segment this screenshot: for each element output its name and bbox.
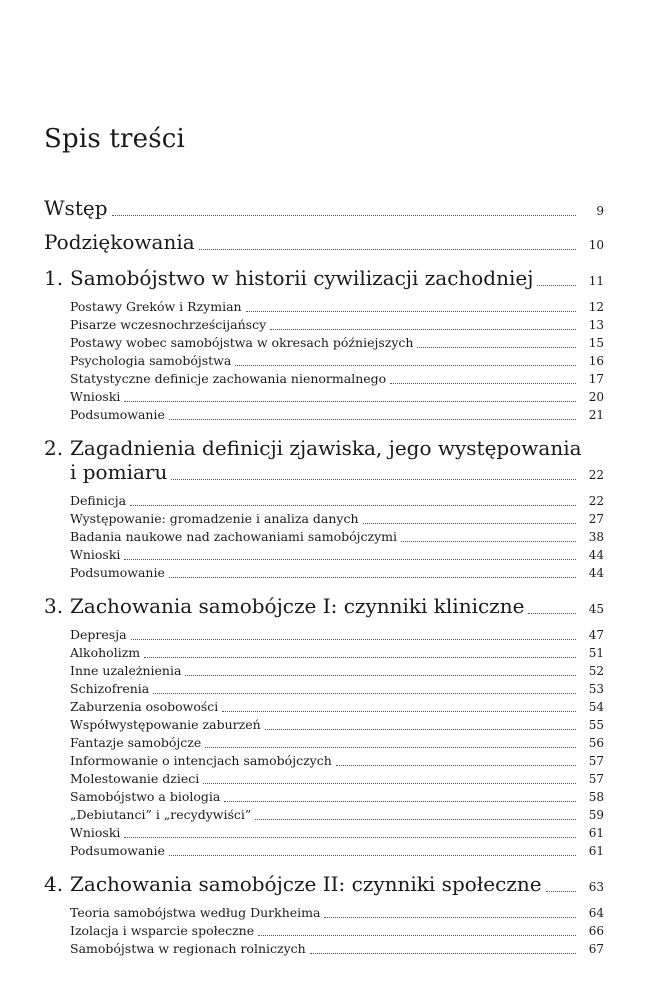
section-entry — [44, 716, 604, 734]
dot-leader — [224, 801, 576, 802]
page-number: 12 — [588, 300, 604, 314]
page-number: 66 — [588, 924, 604, 938]
dot-leader — [124, 837, 576, 838]
chapter-1-sections — [44, 298, 604, 424]
section-entry — [44, 922, 604, 940]
chapter-number: 1. — [44, 266, 64, 290]
dot-leader — [124, 401, 576, 402]
section-label: Postawy Greków i Rzymian — [70, 299, 242, 314]
dot-leader — [265, 729, 576, 730]
page-number: 27 — [588, 512, 604, 526]
dot-leader — [112, 215, 577, 216]
section-entry — [44, 334, 604, 352]
page-number: 21 — [588, 408, 604, 422]
page-number: 38 — [588, 530, 604, 544]
section-label: Wnioski — [70, 547, 121, 562]
section-entry — [44, 352, 604, 370]
section-entry — [44, 316, 604, 334]
section-label: Podsumowanie — [70, 407, 165, 422]
chapter-3-heading — [44, 594, 604, 618]
chapter-4-heading — [44, 872, 604, 896]
section-label: Schizofrenia — [70, 681, 150, 696]
page-number: 61 — [588, 844, 604, 858]
section-entry — [44, 734, 604, 752]
section-entry — [44, 388, 604, 406]
chapter-title: Zachowania samobójcze I: czynniki kliniczne — [70, 594, 525, 618]
dot-leader — [205, 747, 576, 748]
section-entry — [44, 370, 604, 388]
dot-leader — [171, 479, 576, 480]
dot-leader — [124, 559, 576, 560]
dot-leader — [169, 855, 576, 856]
page-number: 67 — [588, 942, 604, 956]
chapter-2-heading-cont — [44, 460, 604, 484]
chapter-title: Samobójstwo w historii cywilizacji zachodniej — [70, 266, 534, 290]
chapter-title-cont: i pomiaru — [70, 460, 168, 484]
page-number: 61 — [588, 826, 604, 840]
section-label: Współwystępowanie zaburzeń — [70, 717, 261, 732]
dot-leader — [203, 783, 576, 784]
page-number: 47 — [588, 628, 604, 642]
section-label: Postawy wobec samobójstwa w okresach późniejszych — [70, 335, 414, 350]
section-entry — [44, 680, 604, 698]
dot-leader — [222, 711, 576, 712]
chapter-number: 3. — [44, 594, 64, 618]
page-number: 44 — [588, 566, 604, 580]
dot-leader — [185, 675, 576, 676]
section-entry — [44, 752, 604, 770]
section-entry — [44, 698, 604, 716]
section-label: Fantazje samobójcze — [70, 735, 202, 750]
section-label: Samobójstwa w regionach rolniczych — [70, 941, 306, 956]
chapter-2-sections — [44, 492, 604, 582]
section-label: Wnioski — [70, 825, 121, 840]
section-label: Depresja — [70, 627, 127, 642]
section-label: Wnioski — [70, 389, 121, 404]
chapter-1-heading — [44, 266, 604, 290]
toc-entry-intro — [44, 196, 604, 220]
page-number: 20 — [588, 390, 604, 404]
section-entry — [44, 940, 604, 958]
section-label: Informowanie o intencjach samobójczych — [70, 753, 332, 768]
dot-leader — [336, 765, 576, 766]
dot-leader — [169, 419, 576, 420]
page-number: 64 — [588, 906, 604, 920]
section-label: Statystyczne definicje zachowania nienormalnego — [70, 371, 387, 386]
dot-leader — [144, 657, 576, 658]
chapter-2-heading — [44, 436, 604, 460]
toc-title: Spis treści — [44, 124, 186, 154]
section-label: Pisarze wczesnochrześcijańscy — [70, 317, 267, 332]
section-entry — [44, 824, 604, 842]
section-label: Alkoholizm — [70, 645, 141, 660]
section-label: Teoria samobójstwa według Durkheima — [70, 905, 321, 920]
dot-leader — [131, 639, 576, 640]
page-number: 15 — [588, 336, 604, 350]
page-number: 17 — [588, 372, 604, 386]
entry-label: Podziękowania — [44, 230, 195, 254]
dot-leader — [270, 329, 576, 330]
dot-leader — [130, 505, 576, 506]
section-label: Psychologia samobójstwa — [70, 353, 232, 368]
page-number: 55 — [588, 718, 604, 732]
page-number: 22 — [588, 468, 604, 482]
section-label: Badania naukowe nad zachowaniami samobójczymi — [70, 529, 398, 544]
section-label: Samobójstwo a biologia — [70, 789, 221, 804]
page-number: 57 — [588, 754, 604, 768]
dot-leader — [153, 693, 576, 694]
chapter-number: 2. — [44, 436, 64, 460]
dot-leader — [546, 891, 576, 892]
section-entry — [44, 510, 604, 528]
section-entry — [44, 626, 604, 644]
page-number: 13 — [588, 318, 604, 332]
section-entry — [44, 644, 604, 662]
section-entry — [44, 528, 604, 546]
page-number: 59 — [588, 808, 604, 822]
dot-leader — [255, 819, 576, 820]
section-label: Występowanie: gromadzenie i analiza danych — [70, 511, 359, 526]
section-entry — [44, 806, 604, 824]
entry-label: Wstęp — [44, 196, 108, 220]
chapter-title: Zachowania samobójcze II: czynniki społeczne — [70, 872, 542, 896]
dot-leader — [310, 953, 576, 954]
chapter-number: 4. — [44, 872, 64, 896]
dot-leader — [246, 311, 576, 312]
section-entry — [44, 298, 604, 316]
section-label: Zaburzenia osobowości — [70, 699, 219, 714]
page-number: 45 — [588, 602, 604, 616]
dot-leader — [363, 523, 576, 524]
dot-leader — [401, 541, 576, 542]
dot-leader — [258, 935, 576, 936]
section-entry — [44, 842, 604, 860]
toc-entries — [44, 196, 604, 958]
dot-leader — [528, 613, 576, 614]
section-entry — [44, 904, 604, 922]
page-number: 58 — [588, 790, 604, 804]
section-entry — [44, 770, 604, 788]
chapter-4-sections — [44, 904, 604, 958]
dot-leader — [235, 365, 576, 366]
section-label: Molestowanie dzieci — [70, 771, 200, 786]
dot-leader — [390, 383, 576, 384]
page-number: 10 — [588, 238, 604, 252]
page-number: 44 — [588, 548, 604, 562]
chapter-title: Zagadnienia definicji zjawiska, jego występowania — [70, 436, 582, 460]
dot-leader — [417, 347, 576, 348]
dot-leader — [537, 285, 576, 286]
toc-entry-acknowledgements — [44, 230, 604, 254]
section-entry — [44, 788, 604, 806]
section-label: Podsumowanie — [70, 565, 165, 580]
page-number: 56 — [588, 736, 604, 750]
section-entry — [44, 406, 604, 424]
dot-leader — [324, 917, 576, 918]
page-number: 57 — [588, 772, 604, 786]
page-number: 9 — [596, 204, 604, 218]
section-entry — [44, 546, 604, 564]
dot-leader — [169, 577, 576, 578]
chapter-3-sections — [44, 626, 604, 860]
section-label: Inne uzależnienia — [70, 663, 182, 678]
page-number: 51 — [588, 646, 604, 660]
section-label: „Debiutanci” i „recydywiści” — [70, 807, 252, 822]
page-number: 53 — [588, 682, 604, 696]
section-entry — [44, 492, 604, 510]
page-number: 63 — [588, 880, 604, 894]
section-entry — [44, 662, 604, 680]
section-label: Definicja — [70, 493, 127, 508]
section-entry — [44, 564, 604, 582]
page-number: 22 — [588, 494, 604, 508]
page-number: 52 — [588, 664, 604, 678]
page-number: 16 — [588, 354, 604, 368]
section-label: Podsumowanie — [70, 843, 165, 858]
dot-leader — [199, 249, 576, 250]
page-number: 54 — [588, 700, 604, 714]
page-number: 11 — [588, 274, 604, 288]
section-label: Izolacja i wsparcie społeczne — [70, 923, 255, 938]
